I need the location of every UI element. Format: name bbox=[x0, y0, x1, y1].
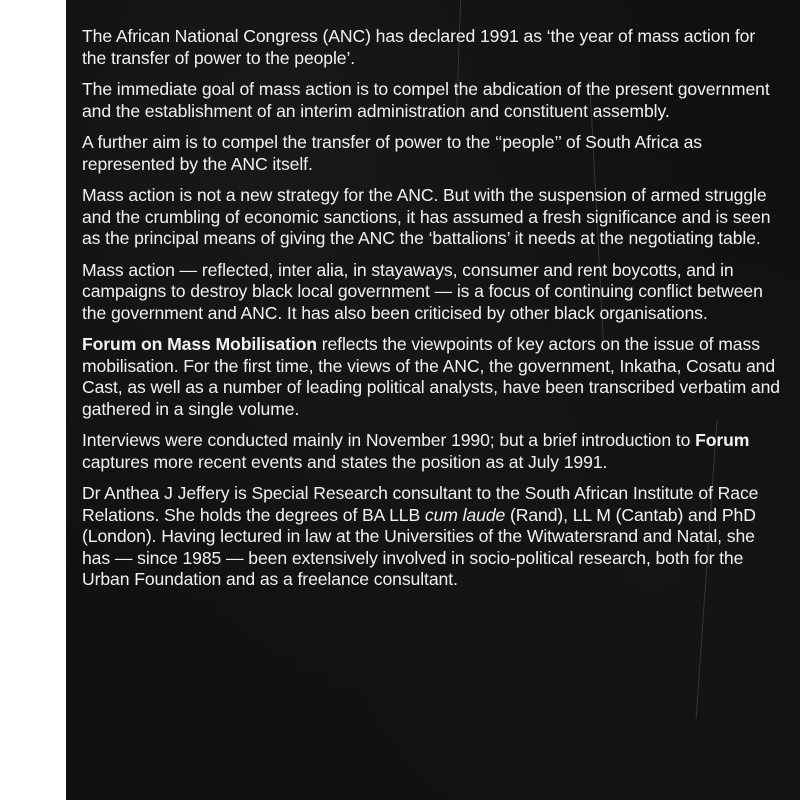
degree-honours: cum laude bbox=[424, 504, 506, 525]
paragraph-mass-action: Mass action — reflected, inter alia, in stayaways, consumer and rent boycotts, and in campaigns to destroy black local government — is a focus of continuing conflict between the government and ANC. It has also been criticised by other black organisations. bbox=[82, 259, 763, 323]
forum-title: Forum on Mass Mobilisation bbox=[82, 334, 317, 354]
back-cover-panel bbox=[66, 0, 800, 800]
forum-description: reflects the viewpoints of key actors on the issue of mass mobilisation. For the first time, the views of the ANC, the government, Inkatha, Cosatu and Cast, as well as a number of leading political analysts, have been transcribed verbatim and gathered in a single volume. bbox=[82, 334, 780, 419]
paragraph-strategy: Mass action is not a new strategy for the ANC. But with the suspension of armed struggle and the crumbling of economic sanctions, it has assumed a fresh significance and is seen as the principal means of giving the ANC the ‘battalions’ it needs at the negotiating table. bbox=[82, 185, 771, 248]
interviews-text-start: Interviews were conducted mainly in November 1990; but a brief introduction to bbox=[82, 430, 696, 450]
paragraph-author-bio bbox=[82, 483, 782, 591]
paragraph-intro: The African National Congress (ANC) has declared 1991 as ‘the year of mass action for the transfer of power to the people’. bbox=[82, 26, 756, 68]
paragraph-forum bbox=[82, 334, 782, 420]
interviews-text-end: captures more recent events and states the position as at July 1991. bbox=[82, 451, 608, 472]
author-bio-end: (Rand), LL M (Cantab) and PhD (London). Having lectured in law at the Universities of the Witwatersrand and Natal, she has — since 1985 — been extensively involved in socio-political research, both for the Urban Foundation and as a freelance consultant. bbox=[82, 504, 756, 589]
paragraph-interviews bbox=[82, 430, 782, 473]
forum-short-title: Forum bbox=[695, 430, 750, 450]
blurb-text bbox=[82, 26, 782, 601]
paragraph-goal: The immediate goal of mass action is to compel the abdication of the present government and the establishment of an interim administration and constituent assembly. bbox=[82, 79, 770, 121]
paragraph-further-aim: A further aim is to compel the transfer of power to the ‘‘people’’ of South Africa as represented by the ANC itself. bbox=[82, 132, 703, 174]
author-bio-start: Dr Anthea J Jeffery is Special Research consultant to the South African Institute of Race Relations. She holds the degrees of BA LLB bbox=[82, 483, 759, 525]
